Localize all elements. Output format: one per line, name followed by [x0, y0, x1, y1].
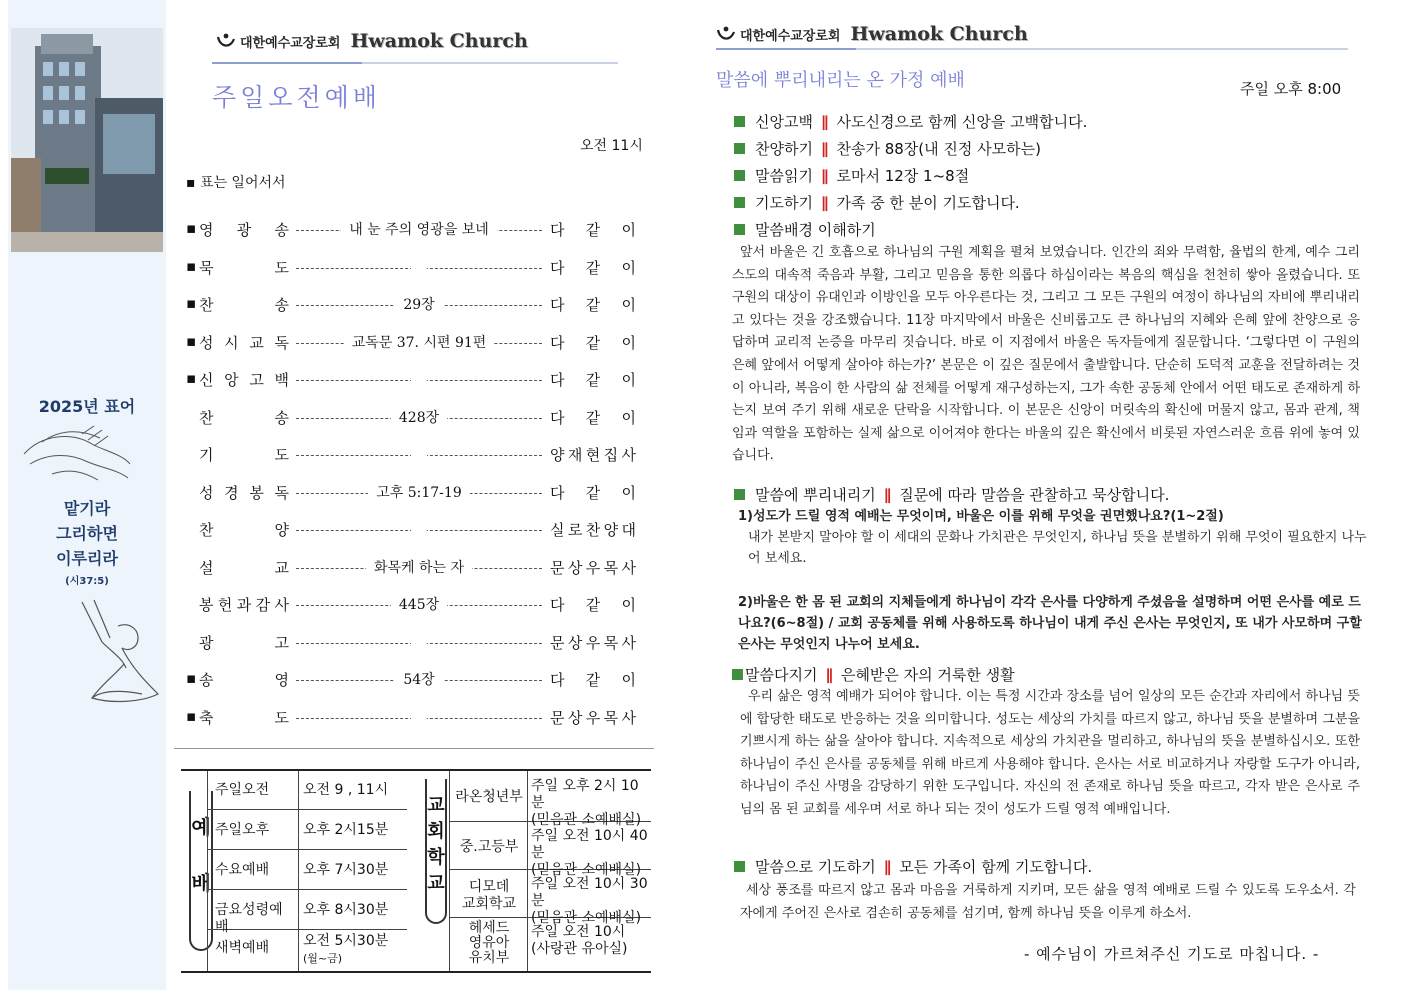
- church-korean-name: 대한예수교장로회: [240, 35, 341, 51]
- order-item-leader: 양 재 현 집 사: [550, 446, 636, 464]
- order-item-leader: 다 같 이: [550, 221, 636, 239]
- schedule-worship-name: 금요성령예배: [215, 902, 283, 935]
- motto-line: 맡기라: [63, 499, 111, 518]
- order-item-detail: 428장: [391, 410, 447, 426]
- worship-item: 찬양하기 ∥ 찬송가 88장(내 진정 사모하는): [734, 138, 1041, 159]
- hands-illustration: [22, 424, 132, 484]
- order-item-detail: [411, 444, 427, 460]
- order-item-leader: 실 로 찬 양 대: [550, 521, 636, 539]
- worship-item: 말씀읽기 ∥ 로마서 12장 1~8절: [734, 165, 969, 186]
- order-bullet: ▪: [186, 706, 197, 725]
- order-bullet: ▪: [186, 369, 197, 387]
- order-row: [186, 407, 646, 431]
- order-row: [186, 332, 646, 356]
- order-bullet: ▪: [186, 294, 197, 312]
- order-item-detail: 445장: [391, 597, 447, 613]
- order-item-leader: 문 상 우 목 사: [550, 558, 636, 577]
- order-item-detail: [411, 632, 427, 648]
- schedule-worship-name: 주일오전: [215, 782, 270, 798]
- order-item-name: 봉 헌 과 감 사: [199, 596, 289, 614]
- order-item-leader: 다 같 이: [550, 671, 636, 689]
- schedule-school-place: (사랑관 유아실): [531, 941, 628, 957]
- order-item-name: 찬 송: [199, 408, 289, 427]
- apply-heading: 말씀다지기 ∥ 은혜받은 자의 거룩한 생활: [732, 664, 1015, 685]
- order-item-detail: 고후 5:17-19: [368, 485, 469, 501]
- order-item-detail: [411, 707, 427, 723]
- order-row: [186, 632, 646, 656]
- prayer-heading: 말씀으로 기도하기 ∥ 모든 가족이 함께 기도합니다.: [734, 856, 1092, 877]
- order-item-detail: [411, 519, 427, 535]
- order-item-name: 기 도: [199, 446, 289, 464]
- order-item-name: 광 고: [199, 633, 289, 652]
- church-logo-right: [716, 23, 1028, 45]
- order-row: [186, 669, 646, 693]
- order-row: [186, 369, 646, 393]
- order-bullet: ▪: [186, 331, 197, 350]
- order-row: [186, 594, 646, 618]
- schedule-school-name: 중.고등부: [459, 839, 519, 855]
- schedule-worship-time: 오전 9 , 11시: [303, 782, 389, 798]
- closing-note: - 예수님이 가르쳐주신 기도로 마칩니다. -: [1024, 945, 1320, 963]
- header-rule: [716, 48, 1348, 50]
- church-building-photo: [11, 28, 163, 252]
- schedule-worship-name: 수요예배: [215, 862, 270, 878]
- order-item-leader: 문 상 우 목 사: [550, 633, 636, 652]
- school-label: 교 회 학 교: [425, 779, 447, 924]
- order-bullet: ▪: [186, 669, 197, 687]
- order-item-detail: 54장: [395, 672, 442, 688]
- schedule-worship-time: 오전 5시30분: [303, 933, 389, 949]
- service-time: 오전 11시: [580, 138, 643, 154]
- order-row: [186, 257, 646, 281]
- order-item-leader: 다 같 이: [550, 408, 636, 427]
- motto-line: 그리하면: [56, 524, 118, 543]
- order-bullet: ▪: [186, 219, 197, 237]
- order-item-detail: 29장: [395, 297, 442, 313]
- order-item-leader: 다 같 이: [550, 333, 636, 352]
- order-row: [186, 519, 646, 543]
- schedule-worship-time: 오후 2시15분: [303, 822, 389, 838]
- page-title: 주일오전예배: [212, 83, 381, 112]
- order-item-leader: 다 같 이: [550, 371, 636, 389]
- order-row: [186, 557, 646, 581]
- question-2: 2)바울은 한 몸 된 교회의 지체들에게 하나님이 각각 은사를 다양하게 주셨음을 설명하며 어떤 은사를 예로 드나요?(6~8절) / 교회 공동체를 위해 사용하도록 하나님이 내게 주신 은사는 무엇인지, 또 내가 사모하며 구할 은사는 무엇인지 나누어 보세요.: [738, 595, 1362, 652]
- order-item-name: 성 시 교 독: [199, 333, 289, 352]
- order-item-name: 찬 송: [199, 296, 289, 314]
- church-english-name: Hwamok Church: [350, 30, 528, 52]
- order-item-name: 설 교: [199, 558, 289, 577]
- background-text: 앞서 바울은 긴 호흡으로 하나님의 구원 계획을 펼쳐 보였습니다. 인간의 죄와 무력함, 율법의 한계, 예수 그리스도의 대속적 죽음과 부활, 그리고 믿음을 통한 의롭다 하심이라는 복음의 핵심을 천천히 쌓아 올렸습니다. 또 구원의 대상이 유대인과 이방인을 모두 아우른다는 것, 그리고 그 모든 구원의 여정이 하나님의 자비에 뿌리내리고 있다는 것을 강조했습니다. 11장 마지막에서 바울은 신비롭고도 큰 하나님의 지혜와 은혜 앞에 찬양으로 응답하며 교리적 논증을 마무리 짓습니다. 바로 이 지점에서 바울은 독자들에게 질문합니다. ‘그렇다면 이 구원의 은혜 앞에서 어떻게 살아야 하는가?’ 본문은 이 깊은 질문에서 출발합니다. 단순히 도덕적 교훈을 전달하려는 것이 아니라, 복음이 한 사람의 삶 전체를 어떻게 재구성하는지, 그가 속한 공동체 안에서 어떤 태도로 존재하게 하는지 보여 주기 위해 새로운 단락을 시작합니다. 이 본문은 신앙이 머릿속의 확신에 머물지 않고, 몸과 관계, 책임과 역할을 포함하는 실제 삶으로 이어져야 한다는 바울의 깊은 확신에서 비롯된 자연스러운 흐름 위에 놓여 있습니다.: [732, 245, 1360, 464]
- prayer-text: 세상 풍조를 따르지 않고 몸과 마음을 거룩하게 지키며, 모든 삶을 영적 예배로 드릴 수 있도록 도우소서. 각자에게 주어진 은사로 겸손히 공동체를 섬기며, 함께 하나님 뜻을 이루게 하소서.: [740, 883, 1356, 921]
- family-worship-title: 말씀에 뿌리내리는 온 가정 예배: [716, 70, 965, 91]
- schedule-worship-name: 주일오후: [215, 822, 270, 838]
- schedule-worship-time: 오후 7시30분: [303, 862, 389, 878]
- schedule-school-place: (믿음관 소예배실): [531, 812, 642, 828]
- motto-reference: (시37:5): [65, 576, 109, 587]
- order-item-leader: 문 상 우 목 사: [550, 708, 636, 727]
- church-logo: [216, 30, 528, 52]
- question-1-text: 내가 본받지 말아야 할 이 세대의 문화나 가치관은 무엇인지, 하나님 뜻을 분별하기 위해 무엇이 필요한지 나누어 보세요.: [748, 530, 1367, 566]
- motto-line: 이루리라: [56, 549, 118, 568]
- apply-text: 우리 삶은 영적 예배가 되어야 합니다. 이는 특정 시간과 장소를 넘어 일상의 모든 순간과 자리에서 하나님 뜻에 합당한 태도로 반응하는 것을 의미합니다. 성도는 세상의 가치를 따르지 않고, 하나님 뜻을 분별하며 그분을 기쁘시게 하는 삶을 살아야 합니다. 지속적으로 세상의 가치관을 멀리하고, 하나님의 뜻을 분별하십시오. 또한 하나님이 주신 은사를 공동체를 위해 바르게 사용해야 합니다. 은사는 서로 비교하거나 자랑할 도구가 아니라, 하나님이 주신 사명을 감당하기 위한 도구입니다. 자신의 전 존재로 하나님 뜻을 따르고, 각자 받은 은사로 주님의 몸 된 교회를 세우며 서로 하나 되는 것이 성도가 드릴 영적 예배입니다.: [740, 689, 1360, 817]
- schedule-school-time: 주일 오전 10시: [531, 924, 626, 940]
- order-item-name: 영 광 송: [199, 221, 289, 239]
- order-item-name: 찬 양: [199, 521, 289, 539]
- worship-item: 신앙고백 ∥ 사도신경으로 함께 신앙을 고백합니다.: [734, 111, 1087, 132]
- order-item-name: 송 영: [199, 671, 289, 689]
- question-1-title: 1)성도가 드릴 영적 예배는 무엇이며, 바울은 이를 위해 무엇을 권면했나요?(1~2절): [738, 509, 1224, 524]
- sidebar: [8, 0, 166, 990]
- schedule-table: [181, 769, 651, 973]
- order-item-name: 묵 도: [199, 258, 289, 277]
- schedule-school-name: 헤세드 영유아 유치부: [468, 920, 510, 966]
- background-heading: 말씀배경 이해하기: [734, 219, 876, 240]
- order-item-detail: 화목케 하는 자: [366, 560, 472, 576]
- order-bullet: ▪: [186, 256, 197, 275]
- schedule-school-time: 주일 오전 10시 30분: [531, 876, 648, 909]
- church-mark-icon: [216, 31, 236, 51]
- order-item-leader: 다 같 이: [550, 258, 636, 277]
- order-item-detail: 교독문 37. 시편 91편: [344, 335, 495, 351]
- order-item-leader: 다 같 이: [550, 296, 636, 314]
- schedule-divider: [174, 748, 654, 749]
- order-item-detail: 내 눈 주의 영광을 보네: [341, 222, 497, 238]
- praying-figure-illustration: [72, 598, 164, 708]
- order-row: [186, 219, 646, 243]
- worship-label: 예 배: [189, 791, 213, 951]
- church-english-name: Hwamok Church: [850, 23, 1028, 45]
- year-motto: [8, 496, 166, 571]
- order-item-name: 신 앙 고 백: [199, 371, 289, 389]
- schedule-school-place: (믿음관 소예배실): [531, 862, 642, 878]
- family-worship-time: 주일 오후 8:00: [1240, 80, 1342, 98]
- schedule-school-time: 주일 오후 2시 10분: [531, 778, 639, 811]
- schedule-worship-time: 오후 8시30분: [303, 902, 389, 918]
- header-rule: [212, 62, 618, 64]
- schedule-worship-name: 새벽예배: [215, 940, 270, 956]
- order-row: [186, 707, 646, 731]
- worship-item: 기도하기 ∥ 가족 중 한 분이 기도합니다.: [734, 192, 1020, 213]
- order-item-leader: 다 같 이: [550, 483, 636, 502]
- order-item-detail: [411, 369, 427, 385]
- order-row: [186, 482, 646, 506]
- order-row: [186, 294, 646, 318]
- church-mark-icon: [716, 24, 736, 44]
- order-item-name: 축 도: [199, 708, 289, 727]
- schedule-worship-days: (월~금): [303, 952, 343, 965]
- stand-note: ▪ 표는 일어서서: [186, 175, 286, 191]
- order-item-detail: [411, 257, 427, 273]
- year-motto-title: 2025년 표어: [38, 397, 136, 416]
- order-item-leader: 다 같 이: [550, 596, 636, 614]
- church-korean-name: 대한예수교장로회: [740, 28, 841, 44]
- meditate-heading: 말씀에 뿌리내리기 ∥ 질문에 따라 말씀을 관찰하고 묵상합니다.: [734, 484, 1169, 505]
- schedule-school-place: (믿음관 소예배실): [531, 910, 642, 926]
- schedule-school-name: 라온청년부: [455, 789, 523, 805]
- order-row: [186, 444, 646, 468]
- schedule-school-name: 디모데 교회학교: [461, 879, 517, 912]
- schedule-school-time: 주일 오전 10시 40분: [531, 828, 648, 861]
- order-item-name: 성 경 봉 독: [199, 483, 289, 502]
